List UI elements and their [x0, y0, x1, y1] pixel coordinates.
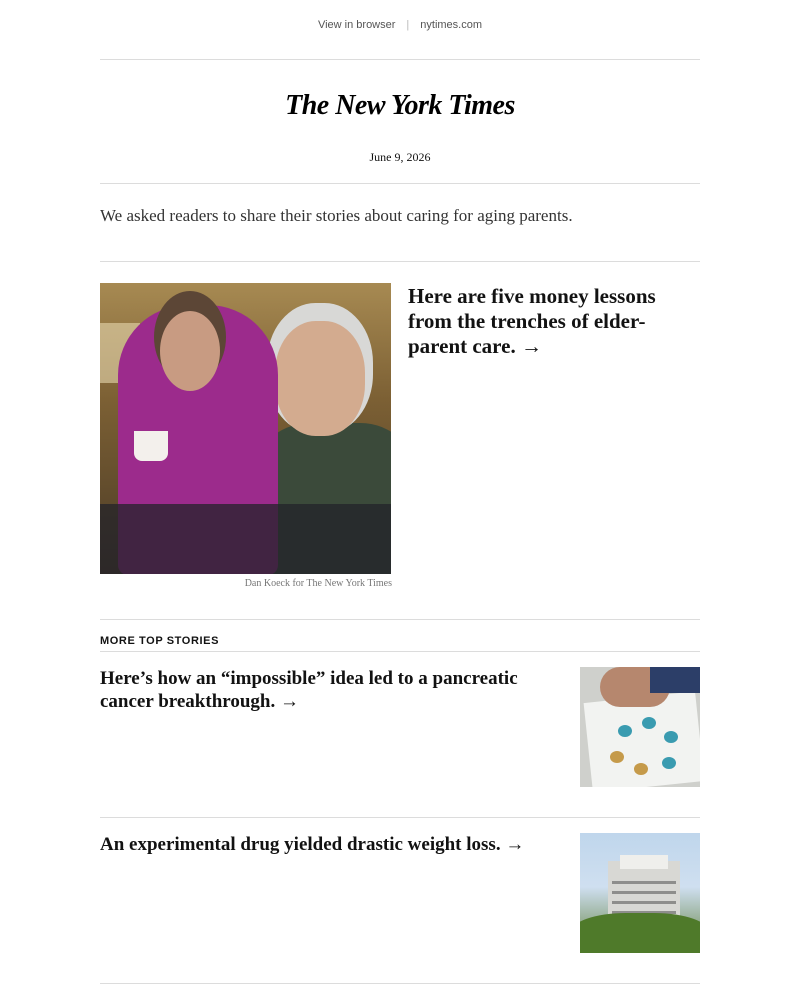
story-headline-link[interactable]: Here’s how an “impossible” idea led to a pancreatic cancer breakthrough. → — [100, 668, 518, 712]
thumb-sleeve — [650, 667, 700, 693]
view-in-browser-link[interactable]: View in browser — [317, 18, 396, 31]
preheader-separator: | — [406, 18, 410, 31]
more-top-stories — [100, 619, 700, 984]
intro-text: We asked readers to share their stories about caring for aging parents. — [100, 206, 573, 225]
thumb-window-row — [612, 891, 676, 894]
story-item — [100, 652, 700, 818]
thumb-figure — [662, 757, 676, 769]
story-thumbnail[interactable] — [580, 833, 700, 953]
story-item — [100, 818, 700, 984]
newsletter-date: June 9, 2026 — [369, 150, 431, 164]
thumb-building-top — [620, 855, 668, 869]
section-label: MORE TOP STORIES — [100, 620, 700, 652]
thumb-figure — [610, 751, 624, 763]
photo-cup — [134, 431, 168, 461]
thumb-figure — [642, 717, 656, 729]
thumb-window-row — [612, 881, 676, 884]
story-thumbnail[interactable] — [580, 667, 700, 787]
lead-image-block — [100, 283, 392, 589]
newsletter — [100, 0, 700, 984]
preheader — [100, 0, 700, 60]
photo-man-head — [275, 321, 365, 436]
lead-photo[interactable] — [100, 283, 391, 574]
story-headline-link[interactable]: An experimental drug yielded drastic weight loss. → — [100, 834, 525, 855]
lead-headline-link[interactable]: Here are five money lessons from the trenches of elder-parent care. → — [408, 284, 656, 358]
lead-story — [100, 262, 700, 589]
nyt-logo[interactable]: The New York Times — [285, 90, 515, 121]
thumb-window-row — [612, 901, 676, 904]
thumb-trees — [580, 913, 700, 953]
photo-woman-head — [160, 311, 220, 391]
photo-couch — [100, 504, 391, 574]
nytimes-link[interactable]: nytimes.com — [420, 18, 483, 31]
thumb-figure — [618, 725, 632, 737]
masthead — [100, 60, 700, 165]
photo-credit: Dan Koeck for The New York Times — [244, 578, 392, 589]
thumb-figure — [634, 763, 648, 775]
thumb-figure — [664, 731, 678, 743]
lead-text — [392, 283, 700, 589]
